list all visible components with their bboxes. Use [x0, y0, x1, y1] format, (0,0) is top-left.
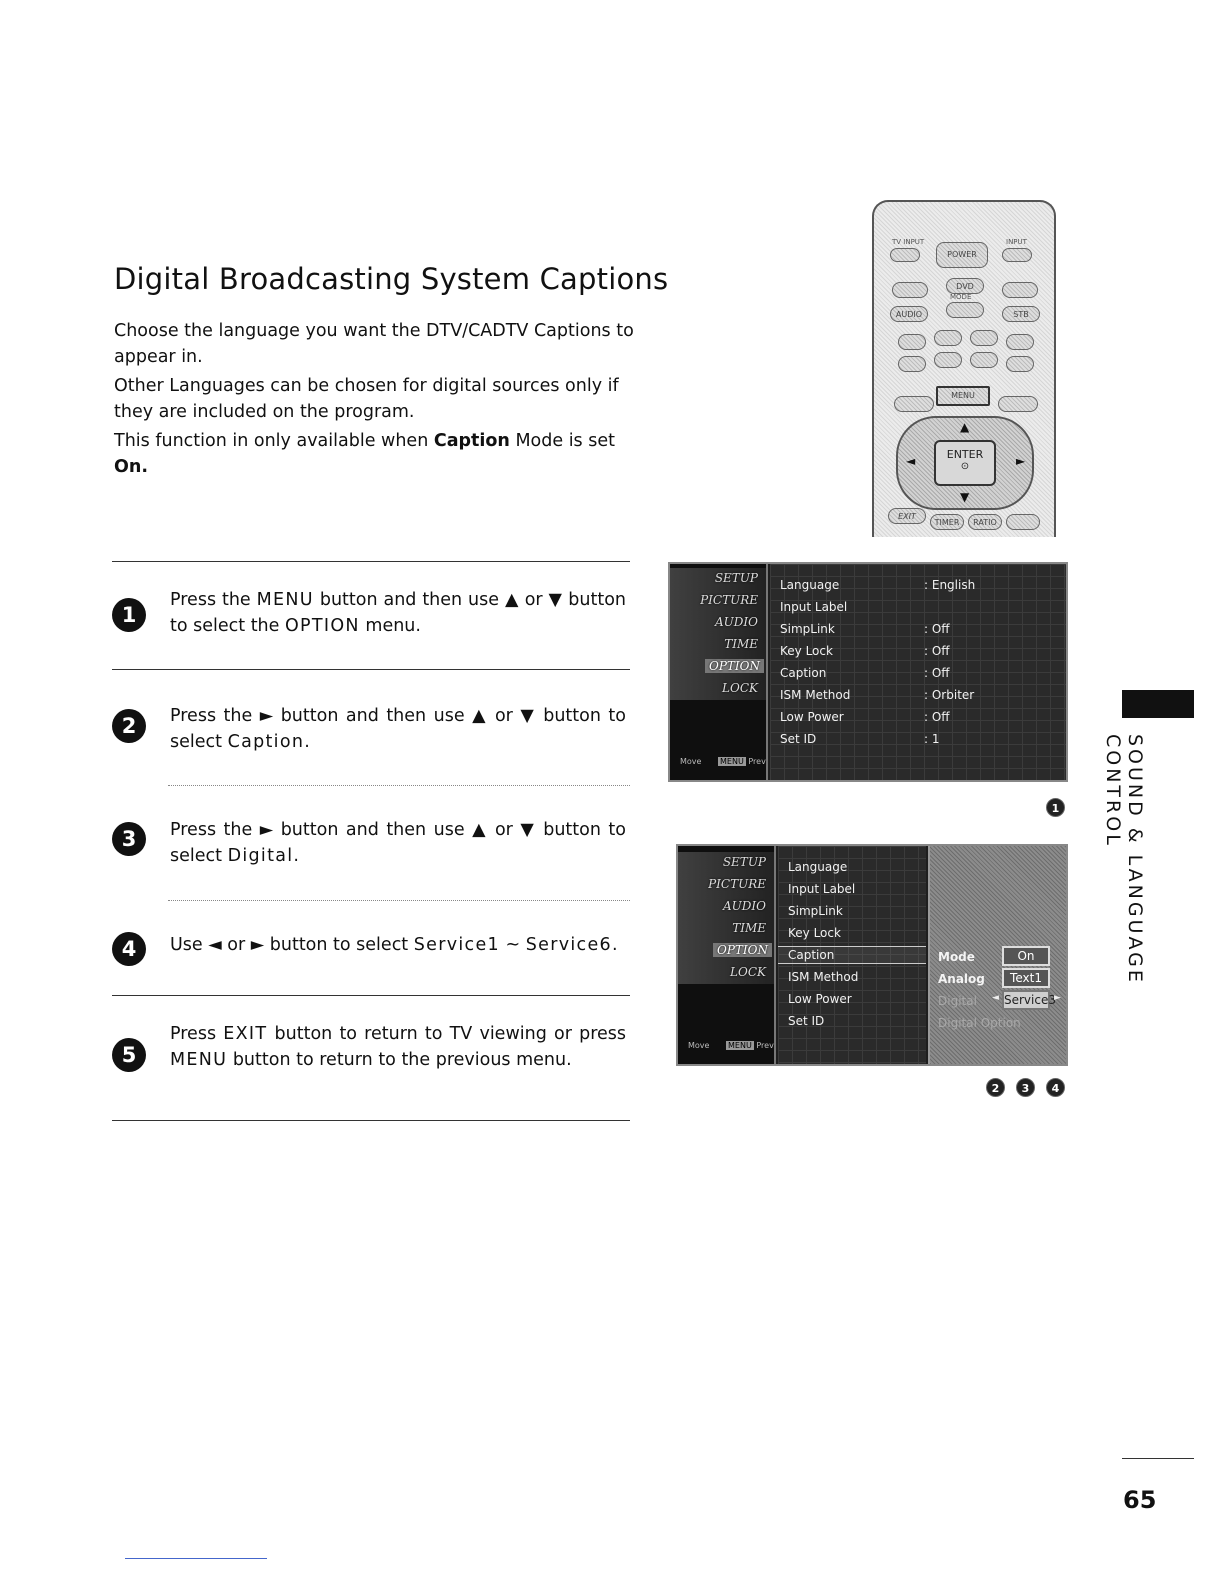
- step-number: 1: [112, 598, 146, 632]
- prev-label: Prev: [756, 1041, 774, 1050]
- menu-key-icon: MENU: [720, 757, 744, 766]
- intro-paragraph-1: Choose the language you want the DTV/CADTV Captions to appear in.: [114, 321, 634, 367]
- skip-back-button: [934, 352, 962, 368]
- enter-label: ENTER: [946, 448, 984, 461]
- osd-row-simplink: SimpLink: [780, 622, 835, 636]
- power-button: POWER: [936, 242, 988, 268]
- figure-badge-3: 3: [1016, 1078, 1035, 1097]
- mode-label: MODE: [950, 293, 972, 301]
- enter-button: [934, 440, 996, 486]
- tv-input-label: TV INPUT: [892, 238, 925, 246]
- right-arrow-icon: ►: [1016, 454, 1026, 468]
- digital-option-label: Digital Option: [938, 1016, 1021, 1030]
- rewind-button: [898, 356, 926, 372]
- osd-row-caption-selected: Caption: [778, 946, 926, 964]
- input-button: [1002, 248, 1032, 262]
- osd-footer: [688, 1041, 774, 1050]
- section-title-vertical: SOUND & LANGUAGE CONTROL: [1102, 734, 1146, 985]
- osd-row-language: Language: [780, 578, 840, 592]
- digital-value-box: Service3: [1002, 990, 1050, 1010]
- osd-row-ism-method: ISM Method: [780, 688, 851, 702]
- divider: [112, 1120, 630, 1121]
- section-tab-marker: [1122, 690, 1194, 718]
- page-number-rule: [1122, 1458, 1194, 1459]
- dvd-button: DVD: [946, 278, 984, 294]
- osd-row-low-power: Low Power: [780, 710, 844, 724]
- osd-row-key-lock: Key Lock: [780, 644, 833, 658]
- analog-value-box: Text1: [1002, 968, 1050, 988]
- osd-value-low-power: : Off: [924, 710, 950, 724]
- intro-paragraph-3: This function in only available when Caption Mode is set On.: [114, 431, 615, 477]
- dotted-divider: [168, 900, 630, 901]
- cable-button: [946, 302, 984, 318]
- prev-label: Prev: [748, 757, 766, 766]
- osd-tab-time: TIME: [732, 921, 766, 935]
- input-label: INPUT: [1006, 238, 1027, 246]
- skip-forward-button: [970, 352, 998, 368]
- step-number: 5: [112, 1038, 146, 1072]
- osd-row-input-label: Input Label: [788, 882, 856, 896]
- osd-tab-picture: PICTURE: [700, 593, 758, 607]
- step-text: Press the ► button and then use ▲ or ▼ button to select Caption.: [170, 706, 626, 752]
- osd-row-low-power: Low Power: [788, 992, 852, 1006]
- move-label: Move: [688, 1041, 710, 1050]
- caption-submenu-panel: [928, 846, 1066, 1064]
- step-text: Use ◄ or ► button to select Service1 ~ Service6.: [170, 935, 618, 955]
- down-arrow-icon: ▼: [960, 490, 970, 504]
- navigation-pad: [896, 416, 1034, 510]
- step-text: Press EXIT button to return to TV viewing or press MENU button to return to the previous menu.: [170, 1024, 627, 1070]
- vcr-button: [1002, 282, 1038, 298]
- osd-tab-audio: AUDIO: [723, 899, 766, 913]
- step-text: Press the MENU button and then use ▲ or ▼ button to select the OPTION menu.: [170, 590, 626, 636]
- figure-badge-4: 4: [1046, 1078, 1065, 1097]
- step-number: 2: [112, 709, 146, 743]
- osd-tab-picture: PICTURE: [708, 877, 766, 891]
- figure-badge-1: 1: [1046, 798, 1065, 817]
- brightness-up-button: [998, 396, 1038, 412]
- simplink-button: [1006, 514, 1040, 530]
- divider: [112, 669, 630, 670]
- tv-mode-button: [892, 282, 928, 298]
- osd-menu-panel: [778, 846, 926, 1064]
- osd-tab-audio: AUDIO: [715, 615, 758, 629]
- page-title: Digital Broadcasting System Captions: [114, 262, 669, 296]
- brightness-down-button: [894, 396, 934, 412]
- osd-value-language: : English: [924, 578, 976, 592]
- osd-value-key-lock: : Off: [924, 644, 950, 658]
- play-button: [898, 334, 926, 350]
- step-number: 4: [112, 932, 146, 966]
- osd-footer: [680, 757, 766, 766]
- osd-value-set-id: : 1: [924, 732, 940, 746]
- record-button: [1006, 334, 1034, 350]
- left-arrow-icon: ◄: [992, 993, 999, 1003]
- ratio-button: RATIO: [968, 514, 1002, 530]
- osd-row-simplink: SimpLink: [788, 904, 843, 918]
- stb-button: STB: [1002, 306, 1040, 322]
- stop-button: [970, 330, 998, 346]
- remote-control-illustration: [872, 200, 1056, 537]
- osd-row-set-id: Set ID: [788, 1014, 825, 1028]
- osd-tab-setup: SETUP: [714, 571, 758, 585]
- osd-menu-tabs: [670, 564, 768, 780]
- osd-caption-submenu: [676, 844, 1068, 1066]
- osd-row-ism-method: ISM Method: [788, 970, 859, 984]
- move-label: Move: [680, 757, 702, 766]
- right-arrow-icon: ►: [1054, 993, 1061, 1003]
- analog-label: Analog: [938, 972, 985, 986]
- audio-button: AUDIO: [890, 306, 928, 322]
- osd-tab-setup: SETUP: [722, 855, 766, 869]
- menu-button: MENU: [936, 386, 990, 406]
- enter-dot-icon: ⊙: [960, 461, 970, 472]
- osd-value-caption: : Off: [924, 666, 950, 680]
- divider: [112, 561, 630, 562]
- osd-tab-option: OPTION: [705, 659, 764, 673]
- up-arrow-icon: ▲: [960, 420, 970, 434]
- osd-row-key-lock: Key Lock: [788, 926, 841, 940]
- mode-label: Mode: [938, 950, 975, 964]
- osd-row-set-id: Set ID: [780, 732, 817, 746]
- dotted-divider: [168, 785, 630, 786]
- left-arrow-icon: ◄: [906, 454, 916, 468]
- intro-text: [114, 318, 634, 483]
- intro-paragraph-2: Other Languages can be chosen for digital sources only if they are included on the program.: [114, 376, 619, 422]
- osd-option-menu: [668, 562, 1068, 782]
- tv-input-button: [890, 248, 920, 262]
- timer-button: TIMER: [930, 514, 964, 530]
- step-number: 3: [112, 822, 146, 856]
- page-number: 65: [1123, 1486, 1157, 1514]
- pause-button: [934, 330, 962, 346]
- menu-key-icon: MENU: [728, 1041, 752, 1050]
- exit-button: EXIT: [888, 508, 926, 524]
- bottom-rule: [125, 1558, 267, 1559]
- digital-label: Digital: [938, 994, 977, 1008]
- osd-tab-lock: LOCK: [722, 681, 758, 695]
- osd-tab-option: OPTION: [713, 943, 772, 957]
- osd-value-simplink: : Off: [924, 622, 950, 636]
- osd-menu-tabs: [678, 846, 776, 1064]
- osd-tab-lock: LOCK: [730, 965, 766, 979]
- fast-forward-button: [1006, 356, 1034, 372]
- mode-value-box: On: [1002, 946, 1050, 966]
- osd-row-caption: Caption: [780, 666, 827, 680]
- osd-tab-time: TIME: [724, 637, 758, 651]
- osd-row-language: Language: [788, 860, 848, 874]
- divider: [112, 995, 630, 996]
- osd-value-ism-method: : Orbiter: [924, 688, 975, 702]
- osd-menu-panel: [770, 564, 1066, 780]
- step-text: Press the ► button and then use ▲ or ▼ button to select Digital.: [170, 820, 626, 866]
- osd-row-input-label: Input Label: [780, 600, 848, 614]
- figure-badge-2: 2: [986, 1078, 1005, 1097]
